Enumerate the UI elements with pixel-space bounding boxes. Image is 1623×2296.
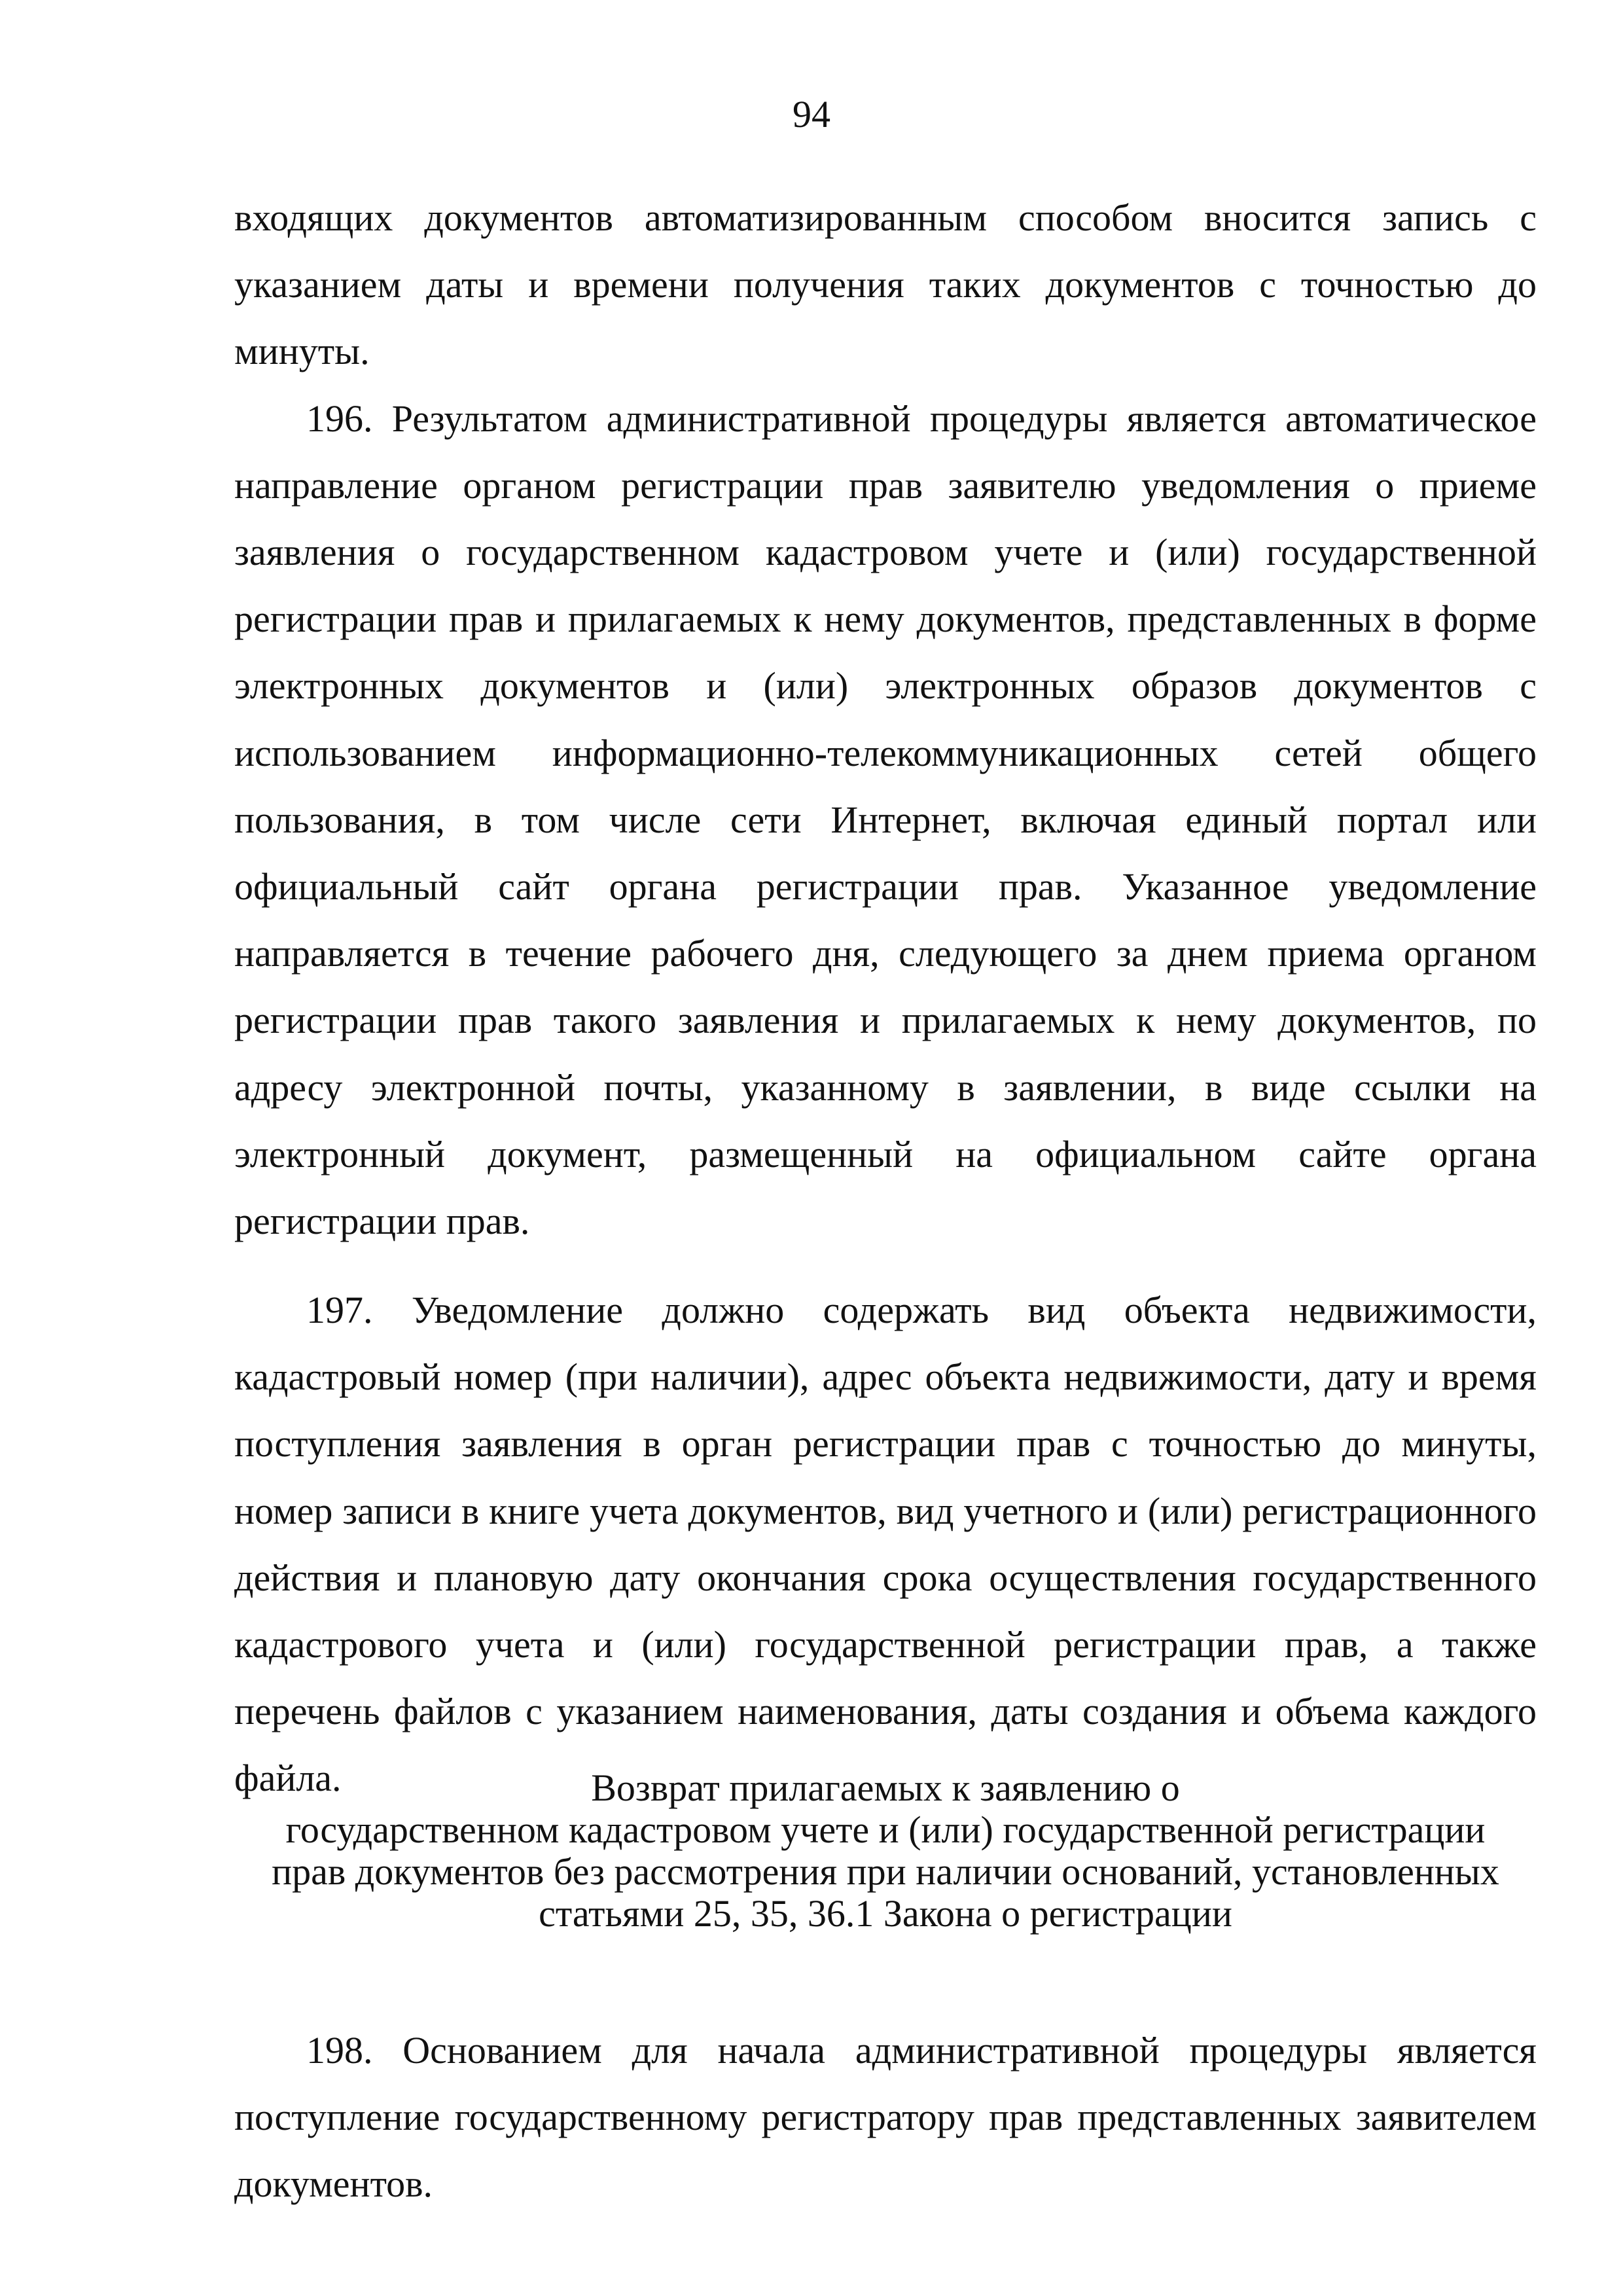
body-text-middle (234, 1277, 1537, 1812)
body-text-lower (234, 2017, 1537, 2218)
section-heading-line: прав документов без рассмотрения при наличии оснований, установленных (272, 1850, 1499, 1893)
section-heading-line: государственном кадастровом учете и (или) государственной регистрации (285, 1808, 1486, 1851)
section-heading (234, 1767, 1537, 1935)
section-heading-line: статьями 25, 35, 36.1 Закона о регистрации (539, 1892, 1232, 1935)
paragraph-198: 198. Основанием для начала административной процедуры является поступление государственному регистратору прав представленных заявителем документов. (234, 2029, 1537, 2206)
paragraph-196: 196. Результатом административной процедуры является автоматическое направление органом регистрации прав заявителю уведомления о приеме заявления о государственном кадастровом учете и (или) государственной регистрации прав и прилагаемых к нему документов, представленных в форме электронных документов и (или) электронных образов документов с использованием информационно-телекоммуникационных сетей общего пользования, в том числе сети Интернет, включая единый портал или официальный сайт органа регистрации прав. Указанное уведомление направляется в течение рабочего дня, следующего за днем приема органом регистрации прав такого заявления и прилагаемых к нему документов, по адресу электронной почты, указанному в заявлении, в виде ссылки на электронный документ, размещенный на официальном сайте органа регистрации прав. (234, 397, 1537, 1243)
page-number: 94 (793, 93, 830, 135)
paragraph-continuation: входящих документов автоматизированным способом вносится запись с указанием даты и времени получения таких документов с точностью до минуты. (234, 196, 1537, 373)
paragraph-197: 197. Уведомление должно содержать вид объекта недвижимости, кадастровый номер (при наличии), адрес объекта недвижимости, дату и время поступления заявления в орган регистрации прав с точностью до минуты, номер записи в книге учета документов, вид учетного и (или) регистрационного действия и плановую дату окончания срока осуществления государственного кадастрового учета и (или) государственной регистрации прав, а также перечень файлов с указанием наименования, даты создания и объема каждого файла. (234, 1289, 1537, 1800)
section-heading-line: Возврат прилагаемых к заявлению о (591, 1767, 1180, 1809)
body-text-upper (234, 185, 1537, 1255)
